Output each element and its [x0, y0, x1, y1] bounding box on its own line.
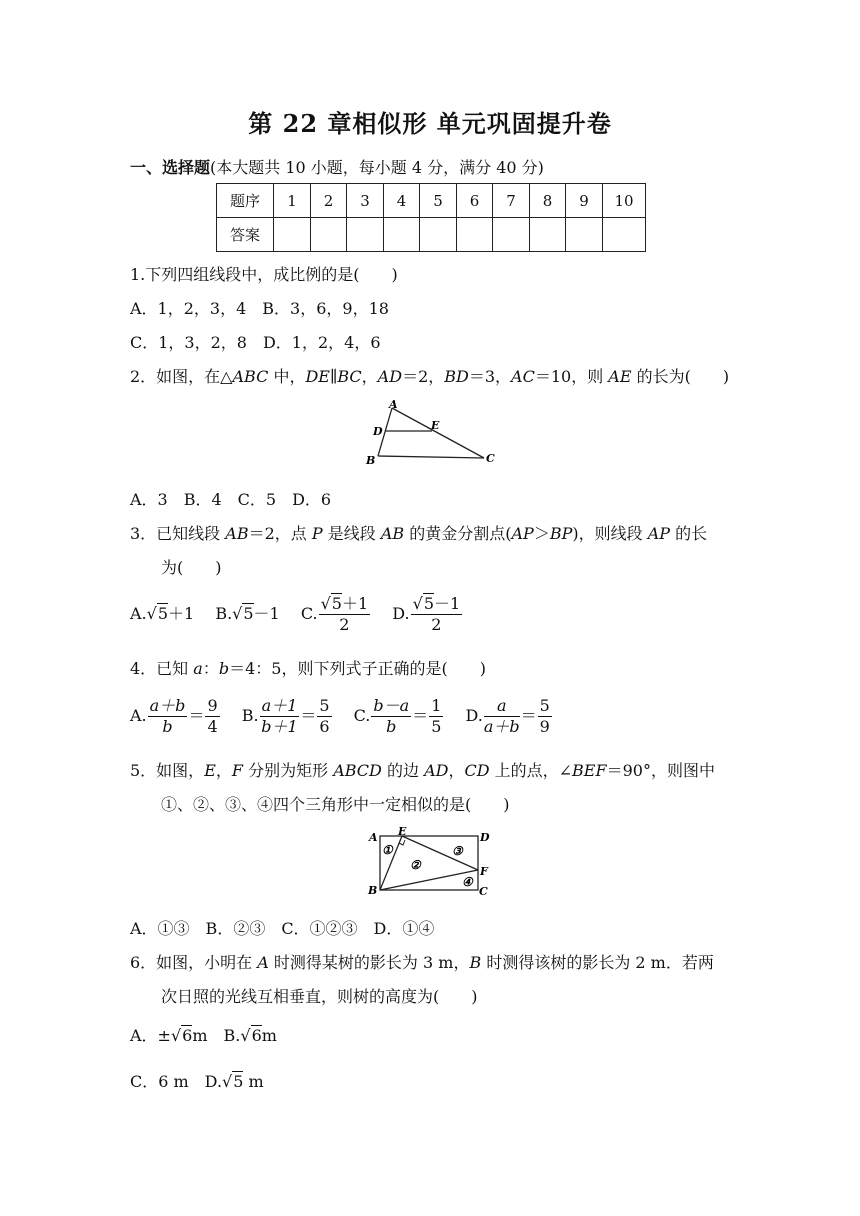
q1-options-cd: C．1，3，2，8 D．1，2，4，6: [130, 333, 381, 352]
q3-stem-line2: 为( ): [161, 558, 222, 577]
table-cell: 8: [530, 184, 566, 218]
q3-stem-line1: 3．已知线段 AB＝2，点 P 是线段 AB 的黄金分割点(AP＞BP)，则线段 AP 的长: [130, 524, 708, 543]
q6-options-ab: A．±√6m B.√6m: [130, 1026, 277, 1045]
q6-stem-line1: 6．如图，小明在 A 时测得某树的影长为 3 m，B 时测得该树的影长为 2 m．若两: [130, 953, 714, 972]
answer-cell[interactable]: [274, 218, 311, 252]
answer-cell[interactable]: [420, 218, 457, 252]
table-cell: 4: [384, 184, 420, 218]
answer-cell[interactable]: [603, 218, 646, 252]
region-label: ①: [382, 843, 393, 857]
q5-stem-line1: 5．如图，E，F 分别为矩形 ABCD 的边 AD，CD 上的点，∠BEF＝90°，则图中: [130, 761, 715, 780]
region-label: ④: [462, 875, 473, 889]
table-cell: 题序: [217, 184, 274, 218]
q1-stem: 1.下列四组线段中，成比例的是( ): [130, 265, 398, 284]
answer-cell[interactable]: [530, 218, 566, 252]
vertex-label: B: [366, 454, 376, 467]
q5-stem-line2: ①、②、③、④四个三角形中一定相似的是( ): [161, 795, 510, 814]
vertex-label: E: [431, 419, 440, 432]
answer-table-header-row: [217, 184, 646, 218]
vertex-label: F: [480, 865, 488, 878]
q1-options-ab: A．1，2，3，4 B．3，6，9，18: [130, 299, 389, 318]
vertex-label: A: [389, 398, 398, 411]
vertex-label: C: [479, 885, 488, 898]
table-cell: 10: [603, 184, 646, 218]
vertex-label: B: [368, 884, 378, 897]
table-cell: 6: [457, 184, 493, 218]
vertex-label: E: [398, 826, 407, 838]
table-cell: 5: [420, 184, 457, 218]
table-cell: 3: [347, 184, 384, 218]
vertex-label: A: [369, 831, 378, 844]
vertex-label: C: [486, 452, 495, 465]
answer-cell[interactable]: [566, 218, 603, 252]
page-title: 第 22 章相似形 单元巩固提升卷: [248, 109, 612, 138]
q6-stem-line2: 次日照的光线互相垂直，则树的高度为( ): [161, 987, 478, 1006]
section-heading: [130, 155, 544, 178]
q2-options: A．3 B．4 C．5 D．6: [130, 490, 332, 509]
q4-options: A. $\frac{a+b}{b}$ ＝ $\frac{9}{4}$ B. $\frac{a+1}{b+1}$ ＝ $\frac{5}{6}$ C. $\frac{b-a}{b}$ ＝ $\frac{1}{5}$ D. $\frac{a}{a+b}$ ＝ $\frac{5}{9}$: [130, 696, 550, 736]
table-cell: 1: [274, 184, 311, 218]
q5-rectangle-figure: [364, 826, 496, 898]
answer-cell[interactable]: [311, 218, 347, 252]
answer-cell[interactable]: [457, 218, 493, 252]
answer-table-answer-row: [217, 218, 646, 252]
q2-stem: 2．如图，在△ABC 中，DE∥BC，AD＝2，BD＝3，AC＝10，则 AE 的长为( ): [130, 367, 730, 386]
table-cell: 7: [493, 184, 530, 218]
answer-table: [216, 183, 646, 252]
section-desc: (本大题共 10 小题，每小题 4 分，满分 40 分): [210, 158, 544, 177]
table-cell: 9: [566, 184, 603, 218]
answer-cell[interactable]: [384, 218, 420, 252]
vertex-label: D: [480, 831, 490, 844]
region-label: ③: [452, 844, 463, 858]
q4-stem: 4．已知 a：b＝4：5，则下列式子正确的是( ): [130, 659, 486, 678]
section-label: 一、选择题: [130, 158, 211, 177]
answer-cell[interactable]: [347, 218, 384, 252]
q6-options-cd: C．6 m D.√5 m: [130, 1072, 264, 1091]
q2-triangle-figure: [360, 396, 500, 468]
region-label: ②: [410, 858, 421, 872]
table-cell: 答案: [217, 218, 274, 252]
vertex-label: D: [373, 425, 383, 438]
q3-options: A.√5＋1 B.√5－1 C. $\frac{√5+1}{2}$ D. $\frac{√5-1}{2}$: [130, 594, 461, 634]
table-cell: 2: [311, 184, 347, 218]
answer-cell[interactable]: [493, 218, 530, 252]
q5-options: A．①③ B．②③ C．①②③ D．①④: [130, 919, 435, 938]
